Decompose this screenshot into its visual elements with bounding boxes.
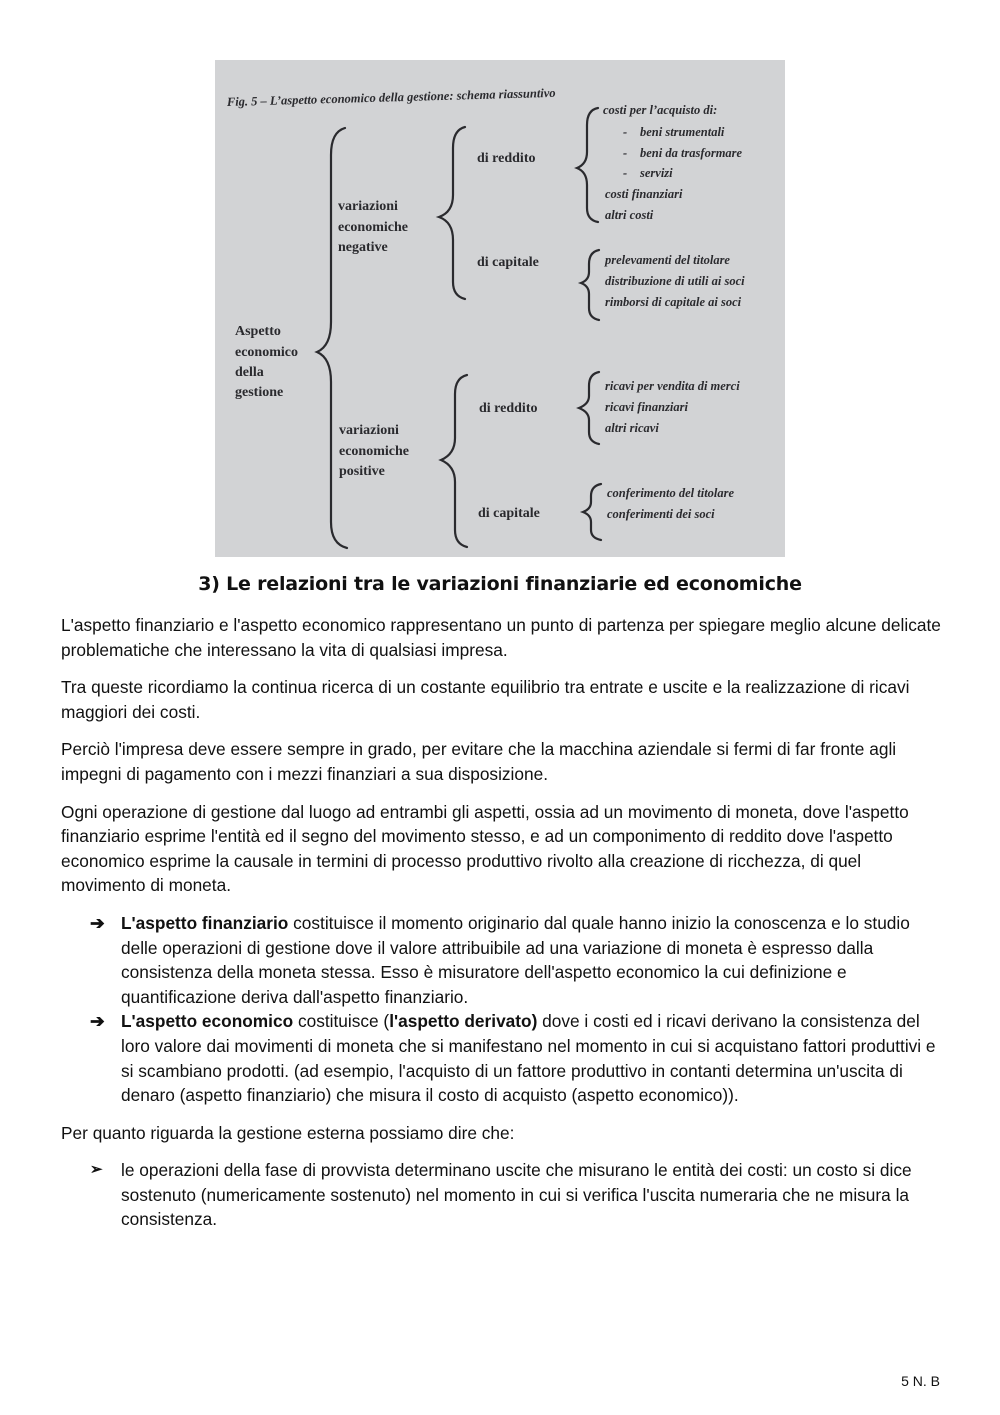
pos-reddito-items: ricavi per vendita di merci ricavi finanziari altri ricavi — [605, 379, 740, 435]
arrow-list — [61, 911, 941, 1108]
item-text: le operazioni della fase di provvista determinano uscite che misurano le entità dei costi: un costo si dice sostenuto (numericamente sostenuto) nel momento in cui si verifica l'uscita numeraria che ne misura la consistenza. — [121, 1160, 912, 1230]
item-text: costituisce il momento originario dal quale hanno inizio la conoscenza e lo studio delle operazioni di gestione dove il valore attribuibile ad una variazione di moneta è espresso dalla consistenza della moneta stessa. Esso è misuratore dell'aspetto economico la cui definizione e quantificazione deriva dall'aspetto finanziario. — [121, 912, 910, 1007]
pos-reddito-label: di reddito — [479, 401, 538, 416]
section-title: 3) Le relazioni tra le variazioni finanziarie ed economiche — [198, 573, 802, 595]
figure-caption: Fig. 5 – L’aspetto economico della gestione: schema riassuntivo — [226, 85, 556, 109]
negative-brace — [439, 127, 465, 299]
paragraph: Perciò l'impresa deve essere sempre in grado, per evitare che la macchina aziendale si fermi di far fronte agli impegni di pagamento con i mezzi finanziari a sua disposizione. — [61, 739, 897, 784]
root-label: Aspetto economico della gestione — [235, 324, 298, 400]
triangle-bullet-icon: ➢ — [90, 1161, 103, 1179]
triangle-list — [61, 1158, 941, 1232]
page-number: 5 N. B — [901, 1373, 940, 1389]
paragraph: Per quanto riguarda la gestione esterna possiamo dire che: — [61, 1122, 515, 1143]
term-bold: L'aspetto finanziario — [121, 912, 289, 933]
neg-capitale-brace — [581, 250, 599, 320]
pos-capitale-brace — [583, 484, 601, 540]
root-brace — [317, 128, 347, 548]
neg-reddito-dashes: - - - — [623, 125, 628, 180]
paragraph: L'aspetto finanziario e l'aspetto economico rappresentano un punto di partenza per spiegare meglio alcune delicate problematiche che interessano la vita di qualsiasi impresa. — [61, 615, 941, 660]
list-item — [61, 1158, 941, 1232]
list-item — [61, 911, 941, 1009]
pos-reddito-brace — [579, 372, 599, 444]
positive-label: variazioni economiche positive — [339, 423, 409, 479]
body-text — [61, 613, 941, 1245]
pos-capitale-label: di capitale — [478, 506, 540, 521]
arrow-bullet-icon: ➔ — [90, 912, 105, 933]
term-bold: l'aspetto derivato) — [389, 1011, 538, 1032]
neg-capitale-items: prelevamenti del titolare distribuzione di utili ai soci rimborsi di capitale ai soci — [605, 253, 745, 309]
pos-capitale-items: conferimento del titolare conferimenti dei soci — [607, 486, 735, 521]
paragraph: Tra queste ricordiamo la continua ricerca di un costante equilibrio tra entrate e uscite e la realizzazione di ricavi maggiori dei costi. — [61, 677, 910, 722]
negative-label: variazioni economiche negative — [338, 199, 408, 255]
positive-brace — [441, 375, 467, 547]
item-text: dove i costi ed i ricavi derivano la consistenza del loro valore dai movimenti di moneta che si manifestano nel momento in cui si acquistano fattori produttivi e si scambiano prodotti. (ad esempio, l'acquisto di un fattore produttivo in contanti determina un'uscita di denaro (aspetto finanziario) che misura il costo di acquisto (aspetto economico)). — [121, 1011, 936, 1106]
neg-reddito-brace — [577, 108, 598, 222]
list-item — [61, 1009, 941, 1107]
neg-reddito-items: costi per l’acquisto di: beni strumentali beni da trasformare servizi costi finanziari altri costi — [603, 103, 743, 222]
neg-capitale-label: di capitale — [477, 255, 539, 270]
term-bold: L'aspetto economico — [121, 1011, 294, 1032]
scheme-photo — [215, 60, 785, 557]
paragraph: Ogni operazione di gestione dal luogo ad entrambi gli aspetti, ossia ad un movimento di moneta, dove l'aspetto finanziario esprime l'entità ed il segno del movimento stesso, e ad un componimento di reddito dove l'aspetto economico esprime la causale in termini di processo produttivo rivolto alla creazione di ricchezza, di quel movimento di moneta. — [61, 801, 909, 896]
neg-reddito-label: di reddito — [477, 151, 536, 166]
arrow-bullet-icon: ➔ — [90, 1011, 105, 1032]
item-text: costituisce ( — [293, 1011, 390, 1032]
scheme-diagram — [215, 60, 785, 557]
